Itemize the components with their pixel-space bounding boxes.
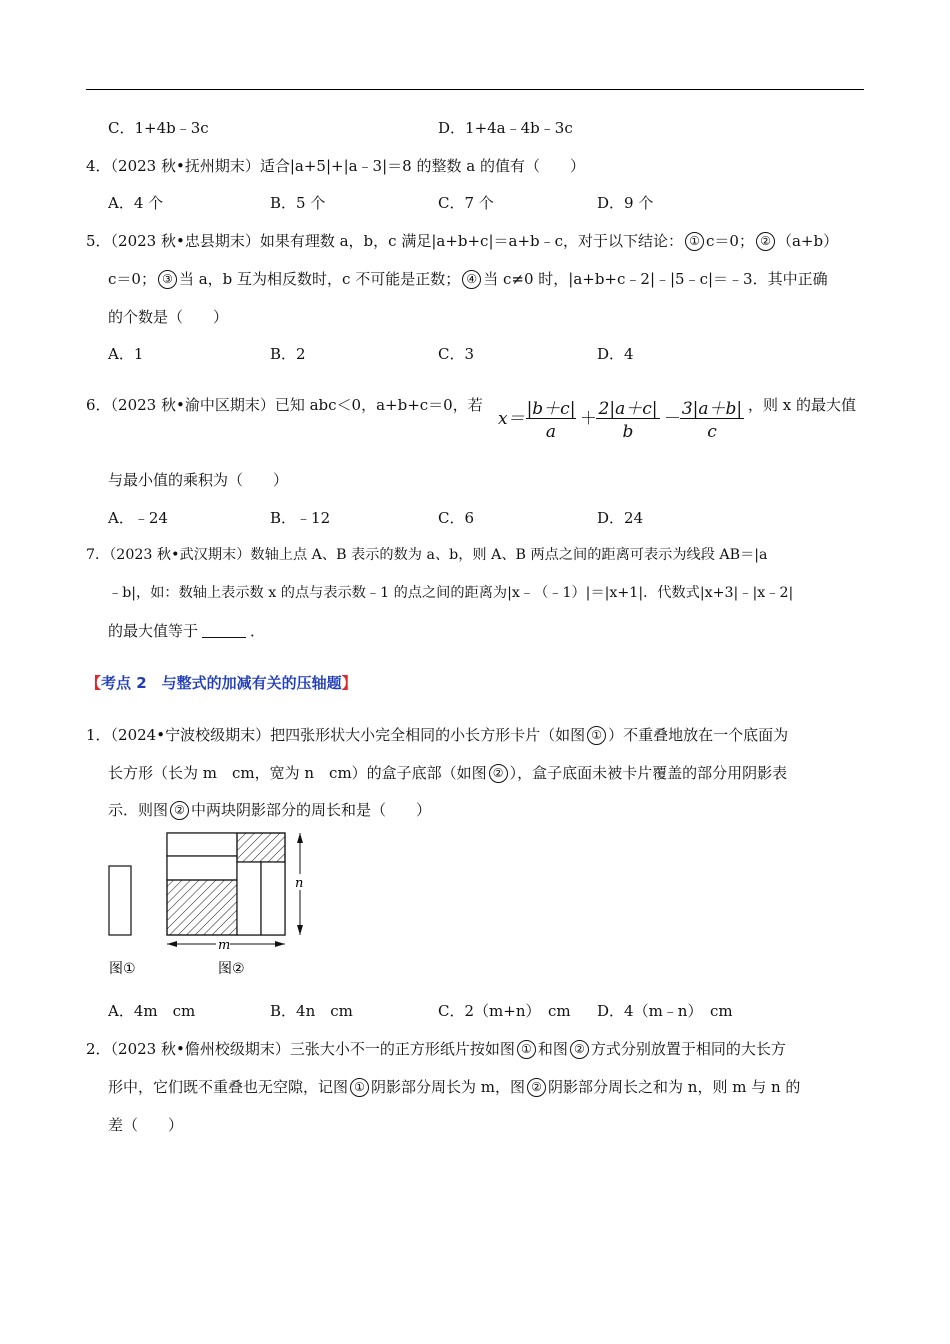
fig2-card-top-1: [167, 833, 237, 856]
fraction-bar: [526, 418, 576, 419]
q6-option-d[interactable]: D．24: [597, 509, 644, 527]
q6-fraction-1-numerator: |b＋c|: [526, 399, 576, 419]
p1-line3: [108, 800, 431, 820]
q6-option-b[interactable]: B．﹣12: [270, 509, 331, 527]
q5-line2: [108, 269, 828, 289]
q5-conclusion-3: 当 a，b 互为相反数时，c 不可能是正数；: [178, 270, 461, 288]
p1-line3-text: 示．则图: [108, 801, 169, 819]
q6-fraction-3-denominator: c: [707, 422, 717, 442]
circled-2-icon: ②: [570, 1040, 589, 1059]
q5-option-c[interactable]: C．3: [438, 345, 475, 363]
heading-bracket-open: 【: [86, 674, 102, 692]
q4-option-d[interactable]: D．9 个: [597, 194, 654, 212]
fig2-card-top-2: [167, 856, 237, 880]
fraction-bar: [596, 418, 660, 419]
fig2-shaded-right: [237, 833, 285, 862]
q7-line1: 7．（2023 秋•武汉期末）数轴上点 A、B 表示的数为 a、b，则 A、B 两点之间的距离可表示为线段 AB＝|a: [86, 547, 768, 563]
q7-line3-text: 的最大值等于: [108, 622, 199, 640]
arrow-right-icon: [275, 941, 285, 947]
p2-line2-tail: 阴影部分周长之和为 n，则 m 与 n 的: [548, 1078, 801, 1096]
circled-2-icon: ②: [756, 232, 775, 251]
q6-x-equals: x＝: [498, 409, 525, 429]
p2-line1-mid: 和图: [537, 1040, 568, 1058]
section-heading: [86, 673, 357, 693]
q6-fraction-2: [596, 390, 660, 446]
p1-line2-text: 长方形（长为 m cm，宽为 n cm）的盒子底部（如图: [108, 764, 487, 782]
p1-option-b[interactable]: B．4n cm: [270, 1002, 353, 1020]
p2-line1-tail: 方式分别放置于相同的大长方: [590, 1040, 786, 1058]
fig1-card: [109, 866, 131, 935]
p2-line2-mid: 阴影部分周长为 m，图: [371, 1078, 526, 1096]
q7-period: ．: [250, 622, 266, 640]
fig1-label: 图①: [109, 961, 136, 977]
q4-stem: 4．（2023 秋•抚州期末）适合|a+5|+|a﹣3|＝8 的整数 a 的值有（ ）: [86, 157, 585, 175]
q4-option-a[interactable]: A．4 个: [108, 194, 164, 212]
p1-line1: [86, 725, 788, 745]
fig2-label: 图②: [218, 961, 245, 977]
q5-conclusion-4: 当 c≠0 时，|a+b+c﹣2|﹣|5﹣c|＝﹣3．其中正确: [483, 270, 828, 288]
q5-conclusion-1: c＝0；: [706, 232, 754, 250]
q6-minus: －: [664, 409, 681, 429]
q3-option-c[interactable]: C．1+4b﹣3c: [108, 119, 209, 137]
q6-stem: 6．（2023 秋•渝中区期末）已知 abc＜0，a+b+c＝0，若: [86, 396, 483, 414]
q4-option-c[interactable]: C．7 个: [438, 194, 494, 212]
arrow-down-icon: [297, 925, 303, 935]
fig-n-label: n: [295, 876, 304, 891]
circled-2-icon: ②: [527, 1078, 546, 1097]
fraction-bar: [680, 418, 744, 419]
p1-line2: [108, 763, 787, 783]
p1-line3-tail: 中两块阴影部分的周长和是（ ）: [191, 801, 432, 819]
circled-1-icon: ①: [587, 726, 606, 745]
circled-3-icon: ③: [158, 270, 177, 289]
p1-line2-tail: ），盒子底面未被卡片覆盖的部分用阴影表: [509, 764, 788, 782]
q5-line2-text: c＝0；: [108, 270, 156, 288]
circled-2-icon: ②: [489, 764, 508, 783]
q6-fraction-2-numerator: 2|a＋c|: [598, 399, 658, 419]
circled-2-icon: ②: [170, 801, 189, 820]
fig2-card-right-1: [237, 862, 261, 935]
p1-option-c[interactable]: C．2（m+n） cm: [438, 1002, 571, 1020]
circled-4-icon: ④: [462, 270, 481, 289]
fig2-card-right-2: [261, 862, 285, 935]
q5-line3: 的个数是（ ）: [108, 308, 229, 326]
q5-line1: [86, 231, 838, 251]
q4-option-b[interactable]: B．5 个: [270, 194, 326, 212]
q6-fraction-1: [526, 390, 576, 446]
q5-option-d[interactable]: D．4: [597, 345, 634, 363]
q6-tail: ，则 x 的最大值: [748, 396, 856, 414]
fig-m-label: m: [218, 938, 231, 953]
q3-option-d[interactable]: D．1+4a﹣4b﹣3c: [438, 119, 573, 137]
q7-line2: ﹣b|，如：数轴上表示数 x 的点与表示数﹣1 的点之间的距离为|x﹣（﹣1）|＝|x+1|．代数式|x+3|﹣|x﹣2|: [108, 585, 794, 601]
arrow-up-icon: [297, 833, 303, 843]
q6-option-a[interactable]: A．﹣24: [108, 509, 168, 527]
p2-line1: [86, 1039, 786, 1059]
p2-line2: [108, 1077, 800, 1097]
p1-line1-text: 1．（2024•宁波校级期末）把四张形状大小完全相同的小长方形卡片（如图: [86, 726, 586, 744]
answer-blank[interactable]: [202, 623, 246, 638]
q5-line1-text: 5．（2023 秋•忠县期末）如果有理数 a，b，c 满足|a+b+c|＝a+b﹣c，对于以下结论：: [86, 232, 684, 250]
arrow-left-icon: [167, 941, 177, 947]
p1-figure: [100, 826, 330, 982]
heading-bracket-close: 】: [341, 674, 357, 692]
p2-line2-text: 形中，它们既不重叠也无空隙，记图: [108, 1078, 349, 1096]
p2-line1-text: 2．（2023 秋•儋州校级期末）三张大小不一的正方形纸片按如图: [86, 1040, 515, 1058]
q6-fraction-3: [680, 390, 744, 446]
q5-option-a[interactable]: A．1: [108, 345, 144, 363]
header-rule: [86, 89, 864, 90]
q6-plus: ＋: [580, 409, 597, 429]
circled-1-icon: ①: [350, 1078, 369, 1097]
q6-fraction-1-denominator: a: [545, 422, 557, 442]
q5-conclusion-2: （a+b）: [776, 232, 839, 250]
p2-line3: 差（ ）: [108, 1116, 184, 1134]
fig2-shaded-left: [167, 880, 237, 935]
q6-line2: 与最小值的乘积为（ ）: [108, 471, 289, 489]
circled-1-icon: ①: [517, 1040, 536, 1059]
p1-option-d[interactable]: D．4（m﹣n） cm: [597, 1002, 733, 1020]
q7-line3: [108, 621, 265, 641]
p1-option-a[interactable]: A．4m cm: [108, 1002, 196, 1020]
heading-label: 考点 2 与整式的加减有关的压轴题: [101, 674, 342, 692]
circled-1-icon: ①: [685, 232, 704, 251]
q5-option-b[interactable]: B．2: [270, 345, 306, 363]
q6-option-c[interactable]: C．6: [438, 509, 475, 527]
q6-fraction-3-numerator: 3|a＋b|: [681, 399, 743, 419]
q6-fraction-2-denominator: b: [622, 422, 634, 442]
p1-line1-tail: ）不重叠地放在一个底面为: [608, 726, 789, 744]
